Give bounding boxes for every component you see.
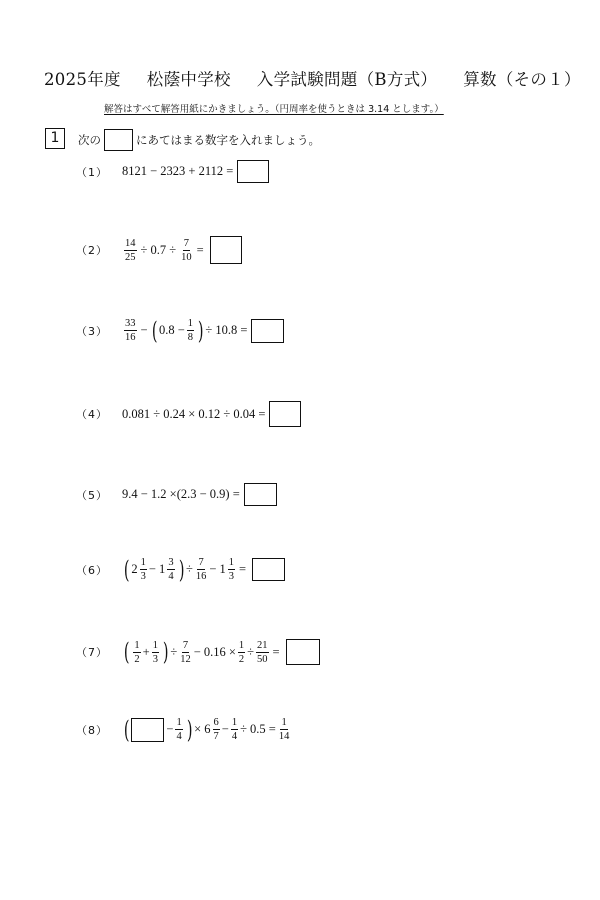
fraction: $\frac{1}{3}$ (152, 639, 158, 665)
answer-box[interactable] (131, 718, 164, 742)
problem-7 (76, 639, 320, 665)
problem-number: （1） (76, 165, 108, 179)
left-paren: ( (123, 638, 130, 666)
expression-text: − 1 (209, 562, 226, 576)
expression-text: − 1 (148, 562, 166, 576)
instruction-after: にあてはまる数字を入れましょう。 (136, 133, 320, 147)
fraction: 1 3 (140, 557, 146, 582)
expression-text: ÷ 10.8 = (205, 323, 248, 337)
equals-sign: = (239, 562, 247, 576)
left-paren: ( (123, 715, 130, 744)
fraction: $\frac{14}{25}$ (125, 237, 136, 263)
expression: 9.4 − 1.2 ×(2.3 − 0.9) = (122, 487, 240, 501)
expression-text: ÷ (185, 562, 193, 576)
answer-box[interactable] (269, 401, 301, 427)
fraction: 1 2 (134, 639, 140, 665)
fraction: $\frac{21}{50}$ (257, 639, 268, 665)
question-number-box: 1 (45, 128, 65, 149)
title-school: 松蔭中学校 (146, 70, 231, 89)
answer-box[interactable] (237, 160, 269, 183)
right-paren: ) (162, 638, 169, 666)
fraction: 3 4 (168, 557, 174, 582)
fraction: $\frac{1}{14}$ (278, 717, 290, 742)
left-paren: ( (123, 555, 130, 584)
title-subject: 算数（その１） (463, 70, 581, 89)
problem-number: （5） (76, 488, 108, 502)
expression-text: − (166, 722, 174, 736)
fraction: $\frac{1}{8}$ (187, 318, 193, 343)
fraction: 33 16 (125, 318, 136, 343)
problem-5 (76, 483, 277, 506)
problem-8 (76, 717, 292, 742)
expression-text: ÷ 0.7 ÷ (140, 242, 177, 257)
expression-text: ÷ (170, 644, 178, 659)
fraction: $\frac{1}{4}$ (176, 717, 182, 742)
problem-number: （7） (76, 646, 108, 659)
whole-number: 2 (131, 562, 138, 576)
expression-text: ÷ (247, 644, 255, 659)
fraction: $\frac{7}{12}$ (180, 639, 191, 665)
problem-1 (76, 160, 269, 183)
right-paren: ) (186, 715, 193, 744)
expression: 0.081 ÷ 0.24 × 0.12 ÷ 0.04 = (122, 406, 266, 421)
expression-text: ÷ 0.5 = (240, 722, 276, 736)
right-paren: ) (197, 316, 204, 345)
expression-text: − 0.16 × (193, 644, 236, 659)
answer-box[interactable] (251, 319, 284, 343)
problem-3 (76, 318, 284, 343)
fraction: $\frac{7}{16}$ (195, 557, 207, 582)
right-paren: ) (178, 555, 185, 584)
expression-text: × 6 (194, 722, 211, 736)
title-year: 2025年度 (44, 70, 121, 89)
answer-box[interactable] (244, 483, 277, 506)
title-exam: 入学試験問題（B方式） (256, 70, 438, 89)
left-paren: ( (151, 316, 158, 345)
expression-text: − (221, 722, 229, 736)
question-instruction (78, 129, 320, 151)
expression-text: − (140, 323, 148, 337)
expression: 8121 − 2323 + 2112 = (122, 164, 234, 178)
instruction-before: 次の (78, 133, 101, 147)
problem-number: （6） (76, 563, 108, 577)
problem-6 (76, 557, 285, 582)
problem-4 (76, 401, 301, 427)
fraction: $\frac{1}{2}$ (238, 639, 245, 665)
example-answer-box (104, 129, 133, 151)
fraction: $\frac{1}{4}$ (231, 717, 238, 742)
fraction: $\frac{1}{3}$ (228, 557, 234, 582)
instructions-note: 解答はすべて解答用紙にかきましょう。（円周率を使うときは 3.14 とします。） (104, 104, 444, 115)
answer-box[interactable] (286, 639, 320, 665)
equals-sign: = (196, 242, 204, 257)
problem-number: （8） (76, 723, 108, 737)
problem-number: （3） (76, 324, 108, 338)
fraction: 6 7 (213, 717, 219, 742)
answer-box[interactable] (210, 236, 242, 264)
equals-sign: = (272, 644, 280, 659)
problem-2 (76, 236, 242, 264)
exam-title (44, 66, 581, 90)
answer-box[interactable] (252, 558, 285, 581)
expression-text: + (142, 644, 150, 659)
fraction: $\frac{7}{10}$ (181, 237, 192, 263)
problem-number: （4） (76, 408, 108, 421)
problem-number: （2） (76, 244, 108, 257)
expression-text: 0.8 − (158, 323, 185, 337)
